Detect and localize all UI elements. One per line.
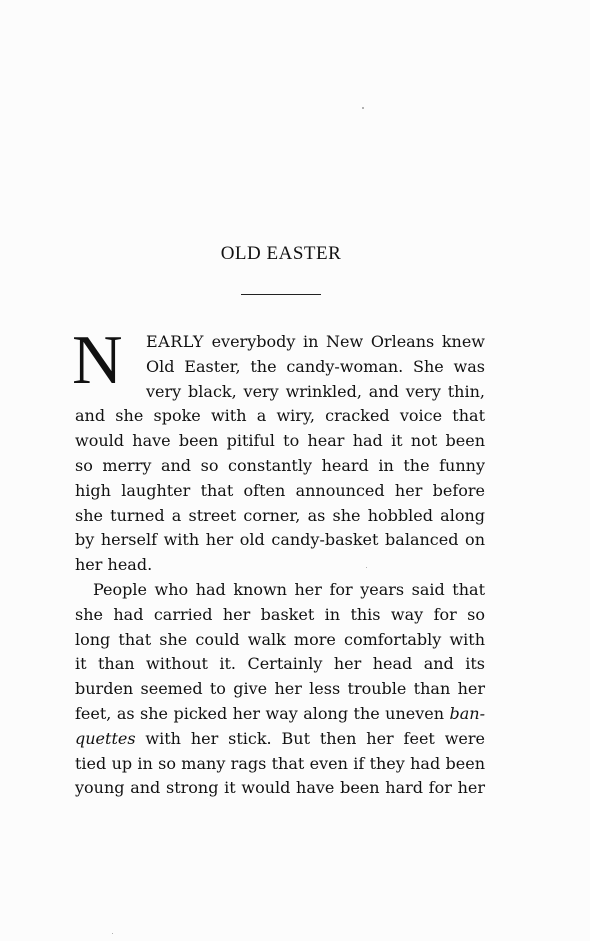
- text-line: [75, 727, 485, 752]
- italic-word: quettes: [75, 728, 136, 748]
- text-line: she had carried her basket in this way for so: [75, 604, 485, 624]
- opening-small-caps: EARLY: [146, 332, 204, 351]
- text-line: and she spoke with a wiry, cracked voice that: [75, 406, 485, 426]
- text-line: long that she could walk more comfortably with: [75, 629, 485, 649]
- italic-word: ban-: [449, 703, 485, 723]
- drop-cap-letter: N: [72, 322, 123, 399]
- title-rule-divider: [241, 294, 321, 295]
- text-line: [75, 330, 485, 355]
- text-line: tied up in so many rags that even if they had been: [75, 753, 485, 773]
- text-line: Old Easter, the candy-woman. She was: [146, 356, 485, 376]
- text-line: so merry and so constantly heard in the funny: [75, 455, 485, 475]
- text-line-fragment: everybody in New Orleans knew: [203, 332, 485, 351]
- text-line: would have been pitiful to hear had it not been: [75, 431, 485, 451]
- chapter-title: OLD EASTER: [220, 243, 342, 264]
- paper-speck: [366, 567, 367, 568]
- text-line: by herself with her old candy-basket balanced on: [75, 530, 485, 550]
- text-line: her head.: [75, 555, 153, 575]
- text-line: burden seemed to give her less trouble than her: [75, 679, 485, 699]
- text-line: People who had known her for years said that: [93, 579, 485, 599]
- text-line: she turned a street corner, as she hobbled along: [75, 505, 485, 525]
- paper-speck: [112, 933, 113, 934]
- body-text: [72, 322, 485, 801]
- text-line: very black, very wrinkled, and very thin,: [146, 381, 485, 401]
- text-line: young and strong it would have been hard for her: [75, 778, 485, 798]
- text-line: [75, 702, 485, 727]
- text-line: high laughter that often announced her before: [75, 480, 485, 500]
- text-line-fragment: feet, as she picked her way along the uneven: [75, 703, 450, 723]
- text-line: it than without it. Certainly her head and its: [75, 654, 485, 674]
- text-line-fragment: with her stick. But then her feet were: [135, 728, 485, 748]
- paper-speck: [362, 107, 364, 109]
